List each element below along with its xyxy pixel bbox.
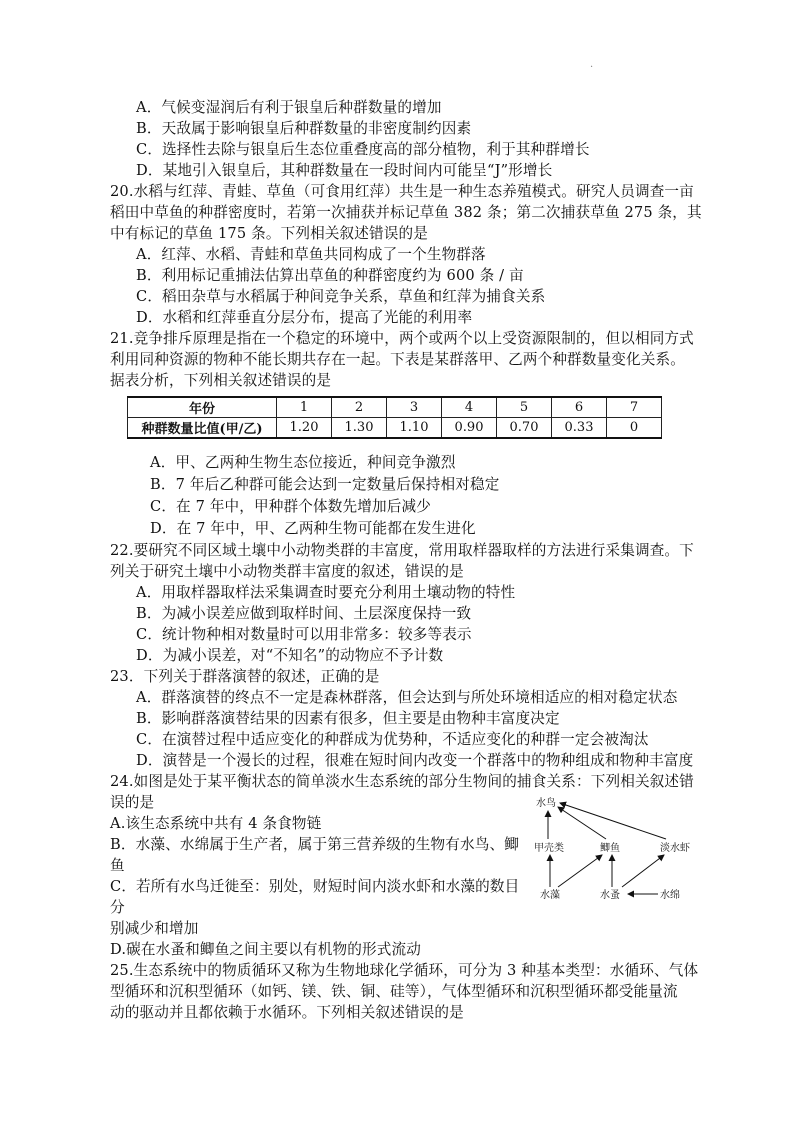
table-header-year: 年份 bbox=[128, 397, 277, 418]
q24-option-a: A.该生态系统中共有 4 条食物链 bbox=[110, 815, 322, 832]
q22-option-d: D．为减小误差，对“不知名”的动物应不予计数 bbox=[136, 647, 444, 664]
table-cell-year: 7 bbox=[607, 397, 662, 418]
q25-stem-line2: 型循环和沉积型循环（如钙、镁、铁、铜、硅等），气体型循环和沉积型循环都受能量流 bbox=[110, 983, 678, 1000]
q21-option-b: B．7 年后乙种群可能会达到一定数量后保持相对稳定 bbox=[150, 476, 500, 493]
food-web-diagram bbox=[532, 795, 702, 907]
label-spirogyra: 水绵 bbox=[660, 890, 680, 901]
table-cell-ratio: 0.33 bbox=[552, 418, 607, 439]
q23-option-c: C．在演替过程中适应变化的种群成为优势种，不适应变化的种群一定会被淘汰 bbox=[136, 731, 649, 748]
q23-option-a: A．群落演替的终点不一定是森林群落，但会达到与所处环境相适应的相对稳定状态 bbox=[136, 689, 678, 706]
q20-option-a: A．红萍、水稻、青蛙和草鱼共同构成了一个生物群落 bbox=[136, 246, 486, 263]
table-cell-year: 1 bbox=[277, 397, 332, 418]
table-row-ratios bbox=[128, 418, 662, 439]
q24-option-c-cont2: 别减少和增加 bbox=[110, 920, 199, 937]
q20-option-d: D．水稻和红萍垂直分层分布，提高了光能的利用率 bbox=[136, 309, 473, 326]
arrow-flea-to-shrimp bbox=[622, 855, 664, 887]
label-algae: 水藻 bbox=[540, 890, 560, 901]
q25-stem-line3: 动的驱动并且都依赖于水循环。下列相关叙述错误的是 bbox=[110, 1004, 464, 1021]
q20-stem-line1: 20.水稻与红萍、青蛙、草鱼（可食用红萍）共生是一种生态养殖模式。研究人员调查一亩 bbox=[110, 183, 694, 200]
q20-option-b: B．利用标记重捕法估算出草鱼的种群密度约为 600 条 / 亩 bbox=[136, 267, 524, 284]
q19-option-d: D．某地引入银皇后，其种群数量在一段时间内可能呈“J”形增长 bbox=[136, 162, 553, 179]
label-freshwater-shrimp: 淡水虾 bbox=[660, 843, 690, 854]
q24-option-c-cont1: 分 bbox=[110, 899, 125, 916]
table-cell-ratio: 1.20 bbox=[277, 418, 332, 439]
q21-option-a: A．甲、乙两种生物生态位接近，种间竞争激烈 bbox=[150, 454, 456, 471]
q24-stem-line1: 24.如图是处于某平衡状态的简单淡水生态系统的部分生物间的捕食关系：下列相关叙述错 bbox=[110, 773, 694, 790]
q20-option-c: C．稻田杂草与水稻属于种间竞争关系，草鱼和红萍为捕食关系 bbox=[136, 288, 546, 305]
table-header-ratio: 种群数量比值(甲/乙) bbox=[128, 418, 277, 439]
label-crucian-carp: 鲫鱼 bbox=[600, 843, 620, 854]
scan-speck: · bbox=[590, 62, 594, 73]
table-cell-year: 6 bbox=[552, 397, 607, 418]
q24-stem-line2: 误的是 bbox=[110, 794, 155, 811]
table-cell-ratio: 1.10 bbox=[387, 418, 442, 439]
q22-stem-line2: 列关于研究土壤中小动物类群丰富度的叙述，错误的是 bbox=[110, 563, 464, 580]
q23-stem: 23．下列关于群落演替的叙述，正确的是 bbox=[110, 668, 380, 685]
table-cell-year: 5 bbox=[497, 397, 552, 418]
table-cell-year: 2 bbox=[332, 397, 387, 418]
q21-option-c: C．在 7 年中，甲种群个体数先增加后减少 bbox=[150, 498, 431, 515]
q20-stem-line3: 中有标记的草鱼 175 条。下列相关叙述错误的是 bbox=[110, 225, 429, 242]
q21-stem-line1: 21.竞争排斥原理是指在一个稳定的环境中，两个或两个以上受资源限制的，但以相同方式 bbox=[110, 330, 694, 347]
q24-option-b-cont: 鱼 bbox=[110, 857, 125, 874]
q24-option-d: D.碳在水蚤和鲫鱼之间主要以有机物的形式流动 bbox=[110, 941, 421, 958]
q19-option-b: B．天敌属于影响银皇后种群数量的非密度制约因素 bbox=[136, 120, 472, 137]
population-ratio-table bbox=[127, 396, 662, 439]
q21-option-d: D．在 7 年中，甲、乙两种生物可能都在发生进化 bbox=[150, 520, 476, 537]
q19-option-c: C．选择性去除与银皇后生态位重叠度高的部分植物，利于其种群增长 bbox=[136, 141, 590, 158]
table-row-years bbox=[128, 397, 662, 418]
table-cell-ratio: 0.70 bbox=[497, 418, 552, 439]
table-cell-year: 3 bbox=[387, 397, 442, 418]
q22-stem-line1: 22.要研究不同区域土壤中小动物类群的丰富度，常用取样器取样的方法进行采集调查。下 bbox=[110, 542, 694, 559]
q19-option-a: A．气候变湿润后有利于银皇后种群数量的增加 bbox=[136, 99, 442, 116]
table-cell-ratio: 0 bbox=[607, 418, 662, 439]
table-cell-ratio: 1.30 bbox=[332, 418, 387, 439]
q22-option-b: B．为减小误差应做到取样时间、土层深度保持一致 bbox=[136, 605, 472, 622]
q25-stem-line1: 25.生态系统中的物质循环又称为生物地球化学循环，可分为 3 种基本类型：水循环、气体 bbox=[110, 962, 699, 979]
q22-option-a: A．用取样器取样法采集调查时要充分利用土壤动物的特性 bbox=[136, 584, 516, 601]
q24-option-c: C．若所有水鸟迁徙至：别处，财短时间内淡水虾和水藻的数目 bbox=[110, 878, 520, 895]
label-water-bird: 水鸟 bbox=[536, 798, 556, 809]
arrow-algae-to-crucian bbox=[558, 855, 602, 887]
q24-option-b: B．水藻、水绵属于生产者，属于第三营养级的生物有水鸟、鲫 bbox=[110, 836, 519, 853]
q21-stem-line2: 利用同种资源的物种不能长期共存在一起。下表是某群落甲、乙两个种群数量变化关系。 bbox=[110, 351, 686, 368]
q20-stem-line2: 稻田中草鱼的种群密度时，若第一次捕获并标记草鱼 382 条；第二次捕获草鱼 275 条，其 bbox=[110, 204, 702, 221]
label-crustacean: 甲壳类 bbox=[534, 843, 564, 854]
table-cell-year: 4 bbox=[442, 397, 497, 418]
label-water-flea: 水蚤 bbox=[600, 890, 620, 901]
q21-stem-line3: 据表分析，下列相关叙述错误的是 bbox=[110, 372, 332, 389]
arrow-crucian-to-bird bbox=[558, 807, 606, 839]
arrow-shrimp-to-bird bbox=[560, 803, 666, 839]
q23-option-b: B．影响群落演替结果的因素有很多，但主要是由物种丰富度决定 bbox=[136, 710, 560, 727]
table-cell-ratio: 0.90 bbox=[442, 418, 497, 439]
q23-option-d: D．演替是一个漫长的过程，很难在短时间内改变一个群落中的物种组成和物种丰富度 bbox=[136, 752, 694, 769]
q22-option-c: C．统计物种相对数量时可以用非常多：较多等表示 bbox=[136, 626, 472, 643]
